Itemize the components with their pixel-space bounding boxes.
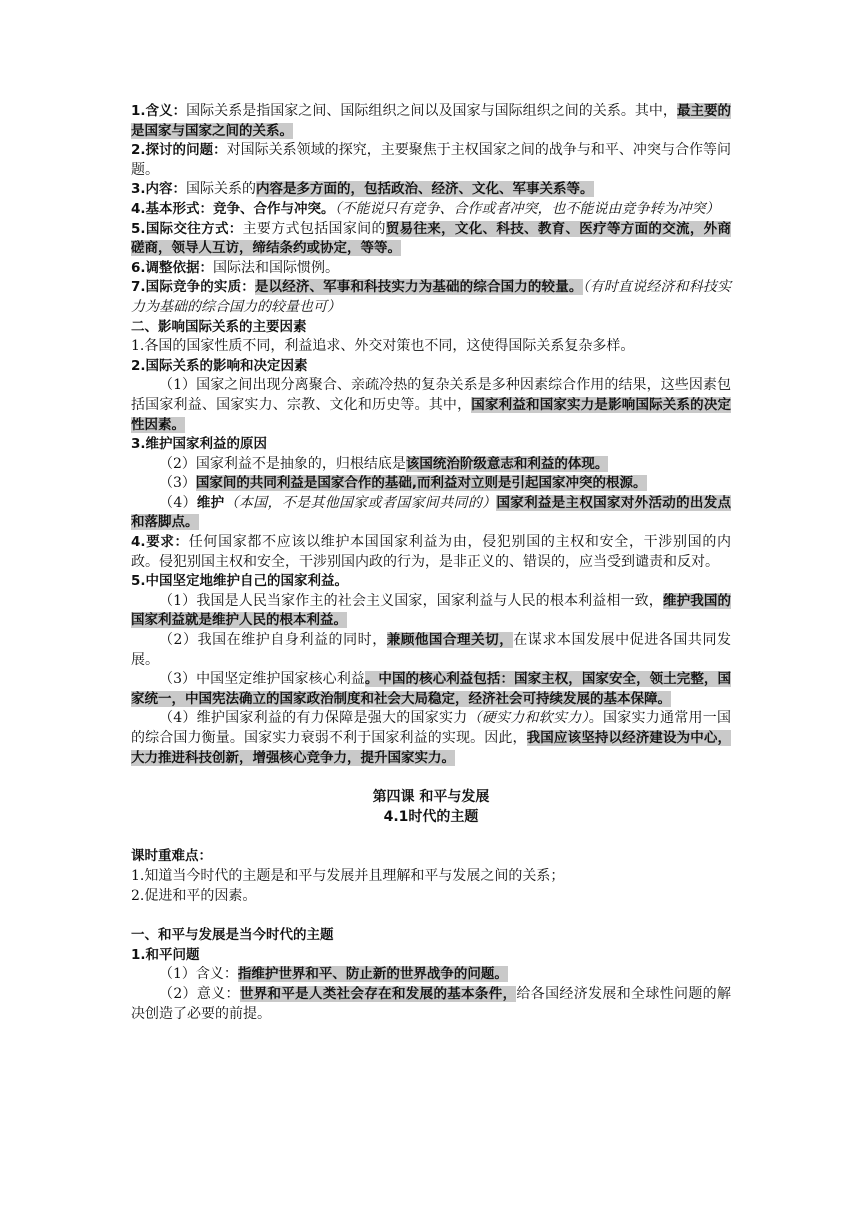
section-heading: 二、影响国际关系的主要因素 [131, 318, 307, 335]
paragraph-basis: 6.调整依据：国际法和国际惯例。 [131, 259, 340, 276]
paragraph: （4）维护（本国，不是其他国家或者国家间共同的）国家利益是主权国家对外活动的出发点和落脚点。 [131, 494, 732, 531]
highlight: 指维护世界和平、防止新的世界战争的问题。 [237, 966, 508, 983]
spacer [131, 768, 731, 788]
paragraph: 1.各国的国家性质不同，利益追求、外交对策也不同，这使得国际关系复杂多样。 [131, 338, 635, 355]
highlight: 内容是多方面的，包括政治、经济、文化、军事关系等。 [256, 181, 594, 198]
paragraph: （1）我国是人民当家作主的社会主义国家，国家利益与人民的根本利益相一致，维护我国的国家利益就是维护人民的根本利益。 [131, 592, 732, 629]
paragraph-content: 3.内容：国际关系的内容是多方面的，包括政治、经济、文化、军事关系等。 [131, 181, 594, 198]
paragraph-forms: 4.基本形式：竞争、合作与冲突。（不能说只有竞争、合作或者冲突，也不能说由竞争转为冲突） [131, 200, 720, 217]
highlight: 兼顾他国合理关切， [386, 632, 514, 649]
focus-item: 2.促进和平的因素。 [131, 887, 257, 904]
highlight: 我国应该坚持以经济建设为中心，大力推进科技创新，增强核心竞争力，提升国家实力。 [131, 730, 732, 766]
paragraph-exchange: 5.国际交往方式：主要方式包括国家间的贸易往来，文化、科技、教育、医疗等方面的交流，外商磋商，领导人互访，缔结条约或协定，等等。 [131, 220, 732, 257]
subheading: 1.和平问题 [131, 946, 200, 963]
highlight: 。中国的核心利益包括：国家主权，国家安全，领土完整，国家统一，中国宪法确立的国家政治制度和社会大局稳定，经济社会可持续发展的基本保障。 [131, 671, 731, 707]
note: （硬实力和软实力） [467, 710, 589, 727]
paragraph: （4）维护国家利益的有力保障是强大的国家实力（硬实力和软实力）。国家实力通常用一国的综合国力衡量。国家实力衰弱不利于国家利益的实现。因此，我国应该坚持以经济建设为中心，大力推进科技创新，增强核心竞争力，提升国家实力。 [131, 710, 732, 766]
focus-item: 1.知道当今时代的主题是和平与发展并且理解和平与发展之间的关系； [131, 867, 565, 884]
note: （不能说只有竞争、合作或者冲突，也不能说由竞争转为冲突） [334, 200, 720, 217]
highlight: 该国统治阶级意志和利益的体现。 [405, 455, 609, 472]
paragraph-essence: 7.国际竞争的实质：是以经济、军事和科技实力为基础的综合国力的较量。（有时直说经济和科技实力为基础的综合国力的较量也可） [131, 279, 732, 315]
paragraph: （1）含义：指维护世界和平、防止新的世界战争的问题。 [159, 966, 508, 983]
highlight: 最主要的是国家与国家之间的关系。 [131, 103, 732, 139]
focus-heading: 课时重难点： [131, 848, 212, 865]
paragraph: （2）国家利益不是抽象的，归根结底是该国统治阶级意志和利益的体现。 [159, 455, 609, 472]
spacer [131, 906, 731, 926]
highlight: 贸易往来，文化、科技、教育、医疗等方面的交流，外商磋商，领导人互访，缔结条约或协定，等等。 [131, 220, 732, 257]
spacer [131, 827, 731, 847]
document-page [131, 102, 731, 1024]
note: （本国，不是其他国家或者国家间共同的） [224, 494, 497, 511]
section-heading: 一、和平与发展是当今时代的主题 [131, 927, 334, 944]
paragraph: 4.要求：任何国家都不应该以维护本国国家利益为由，侵犯别国的主权和安全，干涉别国的内政。侵犯别国主权和安全，干涉别国内政的行为，是非正义的、错误的，应当受到谴责和反对。 [131, 534, 731, 570]
note: （有时直说经济和科技实力为基础的综合国力的较量也可） [131, 279, 732, 315]
highlight: 国家利益是主权国家对外活动的出发点和落脚点。 [131, 494, 732, 531]
highlight: 国家利益和国家实力是影响国际关系的决定性因素。 [131, 396, 732, 433]
paragraph: （2）我国在维护自身利益的同时，兼顾他国合理关切，在谋求本国发展中促进各国共同发展。 [131, 632, 731, 668]
subheading: 2.国际关系的影响和决定因素 [131, 357, 308, 374]
paragraph: （1）国家之间出现分离聚合、亲疏冷热的复杂关系是多种因素综合作用的结果，这些因素包括国家利益、国家实力、宗教、文化和历史等。其中，国家利益和国家实力是影响国际关系的决定性因素。 [131, 377, 732, 433]
highlight: 维护我国的国家利益就是维护人民的根本利益。 [131, 592, 732, 629]
paragraph: （2）意义：世界和平是人类社会存在和发展的基本条件，给各国经济发展和全球性问题的解决创造了必要的前提。 [131, 985, 731, 1022]
highlight: 是以经济、军事和科技实力为基础的综合国力的较量。 [254, 279, 583, 296]
lesson-subtitle: 4.1时代的主题 [383, 808, 479, 825]
highlight: 国家间的共同利益是国家合作的基础,而利益对立则是引起国家冲突的根源。 [195, 475, 647, 492]
paragraph: （3）中国坚定维护国家核心利益。中国的核心利益包括：国家主权，国家安全，领土完整，国家统一，中国宪法确立的国家政治制度和社会大局稳定，经济社会可持续发展的基本保障。 [131, 671, 731, 707]
lesson-title: 第四课 和平与发展 [372, 789, 490, 806]
paragraph-definition: 1.含义：国际关系是指国家之间、国际组织之间以及国家与国际组织之间的关系。其中，最主要的是国家与国家之间的关系。 [131, 103, 732, 139]
paragraph: （3）国家间的共同利益是国家合作的基础,而利益对立则是引起国家冲突的根源。 [159, 475, 647, 492]
subheading: 5.中国坚定地维护自己的国家利益。 [131, 573, 349, 590]
paragraph-topics: 2.探讨的问题：对国际关系领域的探究，主要聚焦于主权国家之间的战争与和平、冲突与合作等问题。 [131, 142, 731, 178]
subheading: 3.维护国家利益的原因 [131, 436, 268, 453]
highlight: 世界和平是人类社会存在和发展的基本条件， [239, 985, 517, 1002]
